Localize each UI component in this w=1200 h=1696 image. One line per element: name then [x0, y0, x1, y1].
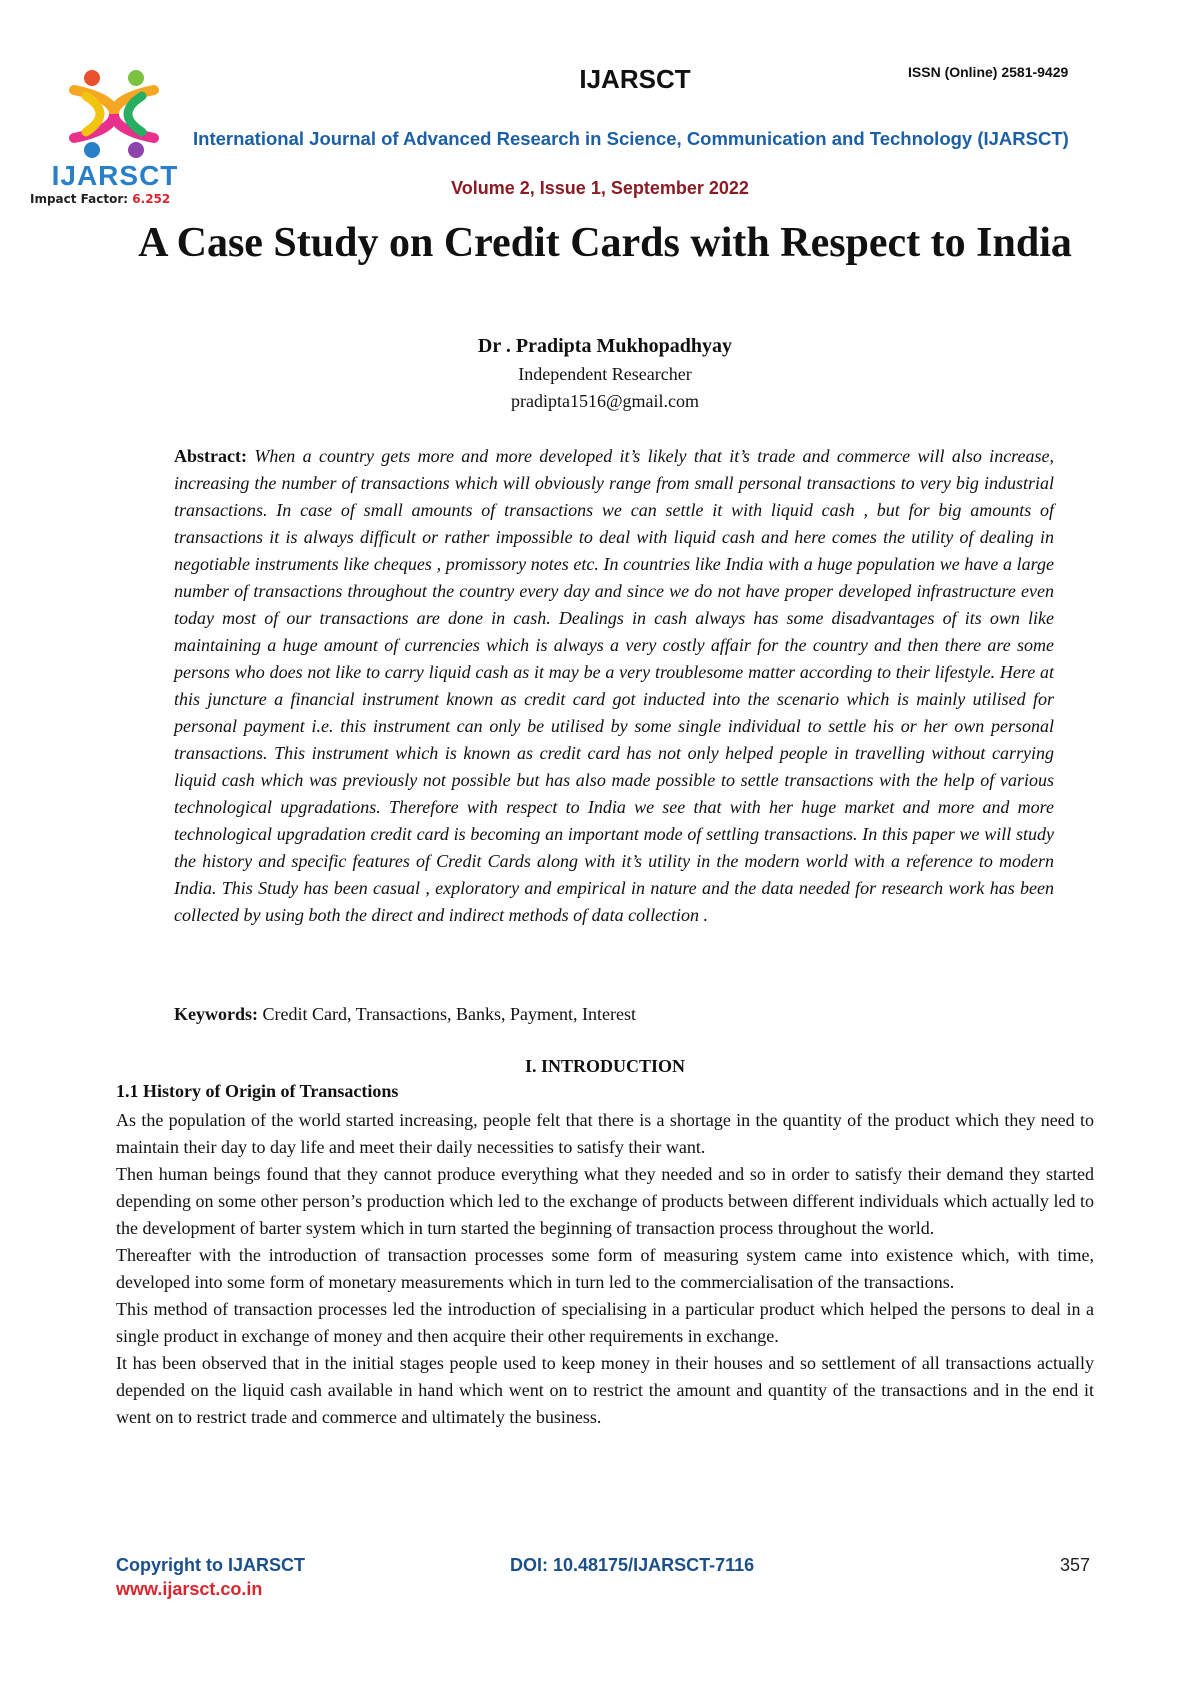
- paragraph: Then human beings found that they cannot produce everything what they needed and so in order to satisfy their demand they started depending on some other person’s production which led to the exchange of products between different individuals which actually led to the development of barter system which in turn started the beginning of transaction process throughout the world.: [116, 1164, 1094, 1238]
- author-name: Dr . Pradipta Mukhopadhyay: [477, 335, 733, 357]
- volume-info: Volume 2, Issue 1, September 2022: [451, 178, 749, 198]
- keywords-text: Credit Card, Transactions, Banks, Payment, Interest: [262, 1004, 636, 1024]
- logo-text: IJARSCT: [51, 160, 179, 191]
- journal-full-title: International Journal of Advanced Research in Science, Communication and Technology (IJARSCT): [193, 128, 1069, 149]
- abstract-text: When a country gets more and more developed it’s likely that it’s trade and commerce will also increase, increasing the number of transactions which will obviously range from small personal transactions to very big industrial transactions. In case of small amounts of transactions we can settle it with liquid cash , but for big amounts of transactions it is always difficult or rather impossible to deal with liquid cash and here comes the utility of dealing in negotiable instruments like cheques , promissory notes etc. In countries like India with a huge population we have a large number of transactions throughout the country every day and since we do not have proper developed infrastructure even today most of our transactions are done in cash. Dealings in cash always has some disadvantages of its own like maintaining a huge amount of currencies which is always a very costly affair for the country and then there are some persons who does not like to carry liquid cash as it may be a very troublesome matter according to their lifestyle. Here at this juncture a financial instrument known as credit card got inducted into the scenario which is mainly utilised for personal payment i.e. this instrument can only be utilised by some single individual to settle his or her own personal transactions. This instrument which is known as credit card has not only helped people in travelling without carrying liquid cash which was previously not possible but has also made possible to settle transactions with the help of various technological upgradations. Therefore with respect to India we see that with her huge market and more and more technological upgradation credit card is becoming an important mode of settling transactions. In this paper we will study the history and specific features of Credit Cards along with it’s utility in the modern world with a reference to modern India. This Study has been casual , exploratory and empirical in nature and the data needed for research work has been collected by using both the direct and indirect methods of data collection .: [174, 446, 1054, 925]
- section-heading: I. INTRODUCTION: [524, 1056, 686, 1076]
- issn: ISSN (Online) 2581-9429: [908, 64, 1069, 80]
- paragraph: As the population of the world started increasing, people felt that there is a shortage in the quantity of the product which they need to maintain their day to day life and meet their daily necessities to satisfy their want.: [116, 1110, 1094, 1157]
- footer-url-link[interactable]: www.ijarsct.co.in: [116, 1579, 263, 1599]
- page-number: 357: [1060, 1555, 1091, 1575]
- journal-logo: [40, 68, 190, 208]
- author-affiliation: Independent Researcher: [518, 364, 692, 384]
- paragraph: This method of transaction processes led the introduction of specialising in a particular product which helped the persons to deal in a single product in exchange of money and then acquire their other requirements in exchange.: [116, 1299, 1094, 1346]
- impact-factor: [30, 192, 170, 206]
- author-email: pradipta1516@gmail.com: [510, 391, 700, 411]
- keywords: [174, 1004, 1054, 1025]
- subsection-heading: 1.1 History of Origin of Transactions: [116, 1081, 399, 1101]
- footer-copyright: Copyright to IJARSCT: [116, 1555, 305, 1575]
- keywords-label: Keywords:: [174, 1004, 258, 1024]
- impact-value: 6.252: [132, 192, 171, 206]
- footer-doi: DOI: 10.48175/IJARSCT-7116: [510, 1555, 755, 1575]
- paragraph: It has been observed that in the initial stages people used to keep money in their houses and so settlement of all transactions actually depended on the liquid cash available in hand which went on to restrict the amount and quantity of the transactions and in the end it went on to restrict trade and commerce and ultimately the business.: [116, 1353, 1094, 1427]
- abstract-label: Abstract:: [174, 446, 247, 466]
- introduction-body: [116, 1107, 1094, 1431]
- logo-figures-icon: [64, 68, 164, 160]
- paper-title: A Case Study on Credit Cards with Respect to India: [138, 220, 1072, 266]
- paragraph: Thereafter with the introduction of transaction processes some form of measuring system came into existence which, with time, developed into some form of monetary measurements which in turn led to the commercialisation of the transactions.: [116, 1245, 1094, 1292]
- impact-label: Impact Factor:: [30, 192, 129, 206]
- journal-short-title: IJARSCT: [579, 64, 691, 94]
- abstract: [174, 443, 1054, 929]
